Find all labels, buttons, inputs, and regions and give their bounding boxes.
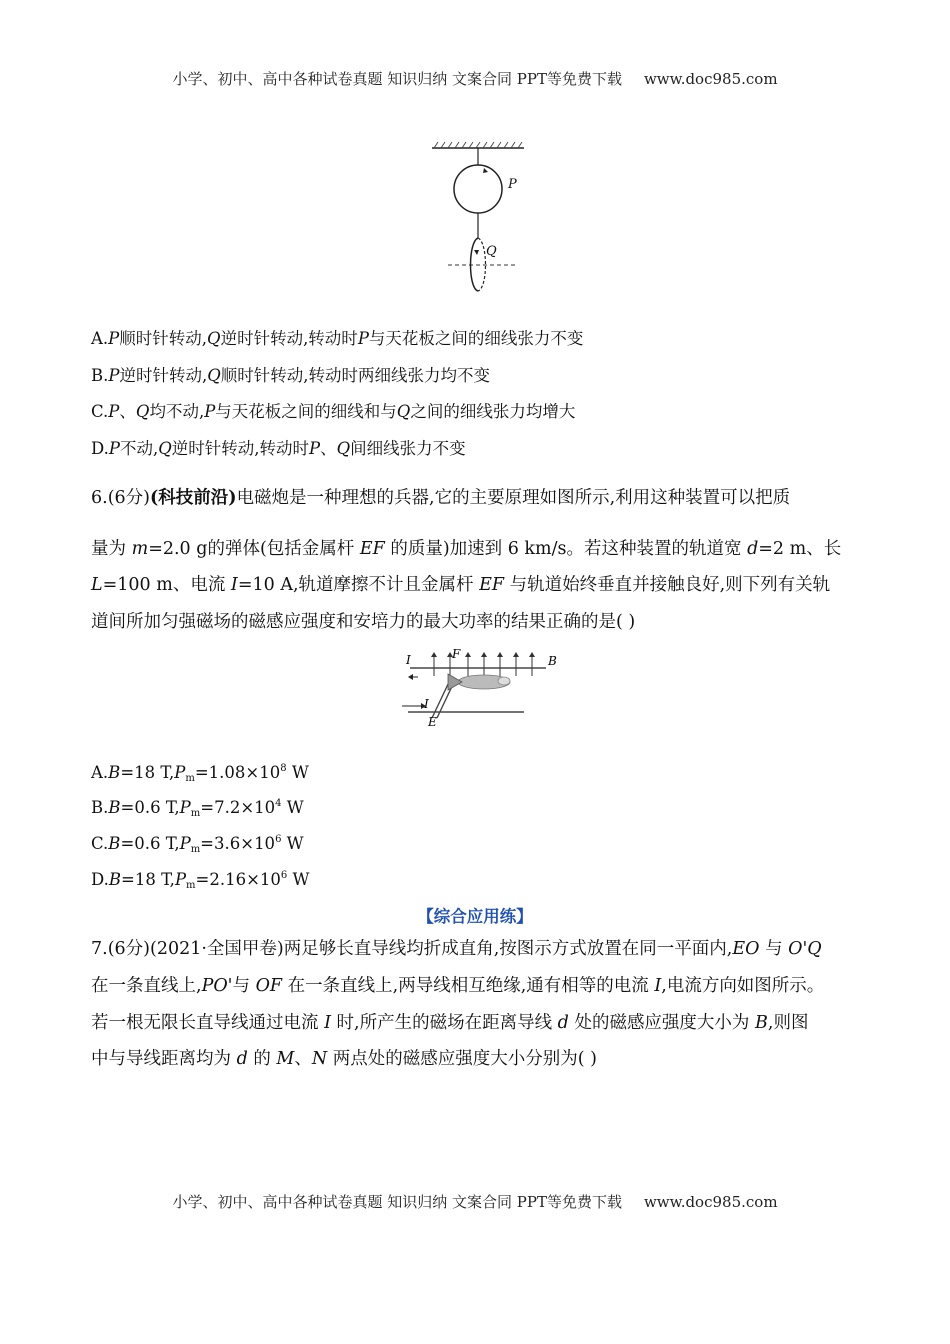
q7-line-1: 7.(6分)(2021·全国甲卷)两足够长直导线均折成直角,按图示方式放置在同一平面内,EO 与 O'Q xyxy=(91,939,822,959)
figure-ring-coil xyxy=(420,140,530,300)
q6-option-c[interactable]: C.B=0.6 $T,P_m=3.6\times 10^6$ W xyxy=(91,834,304,855)
option-b[interactable]: B.P逆时针转动,Q顺时针转动,转动时两细线张力均不变 xyxy=(91,366,491,385)
option-c[interactable]: C.P、Q均不动,P与天花板之间的细线和与Q之间的细线张力均增大 xyxy=(91,402,576,421)
label-p: P xyxy=(508,177,517,192)
q6-line-3: L=100 m、电流 I=10 A,轨道摩擦不计且金属杆 EF 与轨道始终垂直并接触良好,则下列有关轨 xyxy=(91,575,831,595)
label-i-bottom: I xyxy=(424,697,429,711)
q7-line-4: 中与导线距离均为 d 的 M、N 两点处的磁感应强度大小分别为( ) xyxy=(91,1049,597,1069)
tag-tech-frontier: (科技前沿) xyxy=(150,488,237,508)
q6-option-a[interactable]: A.B=18 $T,P_m=1.08\times 10^8$ W xyxy=(91,763,309,784)
q6-line-1: 6.(6分)(科技前沿)电磁炮是一种理想的兵器,它的主要原理如图所示,利用这种装置可以把质 xyxy=(91,488,791,508)
label-f: F xyxy=(452,647,461,661)
footer-text: 小学、初中、高中各种试卷真题 知识归纳 文案合同 PPT等免费下载 xyxy=(172,1193,622,1211)
option-d[interactable]: D.P不动,Q逆时针转动,转动时P、Q间细线张力不变 xyxy=(91,439,466,458)
label-q: Q xyxy=(486,244,497,259)
label-e: E xyxy=(428,715,437,729)
q7-line-2: 在一条直线上,PO'与 OF 在一条直线上,两导线相互绝缘,通有相等的电流 I,电流方向如图所示。 xyxy=(91,976,825,996)
label-b: B xyxy=(548,654,557,668)
option-a[interactable]: A.P顺时针转动,Q逆时针转动,转动时P与天花板之间的细线张力不变 xyxy=(91,329,584,348)
page-header xyxy=(0,68,950,89)
figure-railgun xyxy=(396,646,566,730)
section-heading: 【综合应用练】 xyxy=(417,907,533,926)
q6-option-b[interactable]: B.B=0.6 $T,P_m=7.2\times 10^4$ W xyxy=(91,798,304,819)
page-footer xyxy=(0,1191,950,1212)
header-url[interactable]: www.doc985.com xyxy=(643,70,778,88)
q7-line-3: 若一根无限长直导线通过电流 I 时,所产生的磁场在距离导线 d 处的磁感应强度大小为 B,则图 xyxy=(91,1013,809,1033)
header-text: 小学、初中、高中各种试卷真题 知识归纳 文案合同 PPT等免费下载 xyxy=(172,70,622,88)
q6-line-4: 道间所加匀强磁场的磁感应强度和安培力的最大功率的结果正确的是( ) xyxy=(91,612,636,632)
ring-p xyxy=(454,165,502,213)
q6-option-d[interactable]: D.B=18 $T,P_m=2.16\times 10^6$ W xyxy=(91,870,310,891)
footer-url[interactable]: www.doc985.com xyxy=(643,1193,778,1211)
q6-line-2: 量为 m=2.0 g的弹体(包括金属杆 EF 的质量)加速到 6 km/s。若这种装置的轨道宽 d=2 m、长 xyxy=(91,539,842,559)
label-i-top: I xyxy=(406,653,411,667)
